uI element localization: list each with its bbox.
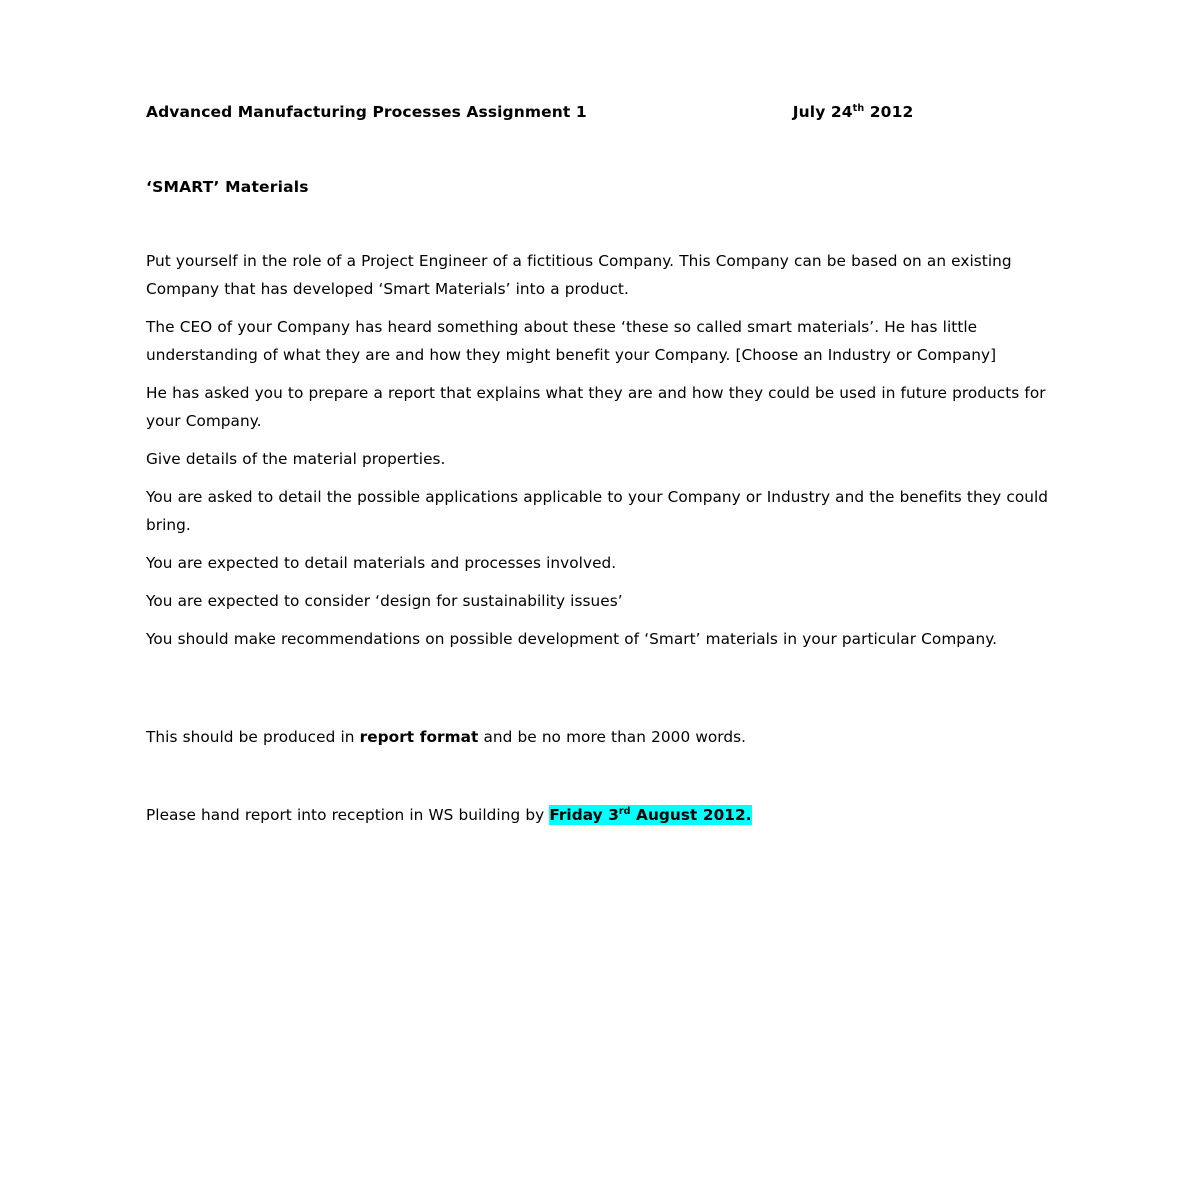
report-format-note-before: This should be produced in — [146, 728, 360, 746]
submission-note — [146, 801, 1058, 829]
paragraph: You are expected to detail materials and processes involved. — [146, 554, 617, 572]
deadline-highlight — [549, 805, 751, 825]
vertical-spacer — [146, 761, 1058, 801]
deadline-suffix: August 2012. — [630, 806, 752, 824]
report-format-emphasis: report format — [359, 728, 479, 746]
section-heading: ‘SMART’ Materials — [146, 178, 309, 196]
report-format-note-after: and be no more than 2000 words. — [478, 728, 747, 746]
paragraph: You are asked to detail the possible applications applicable to your Company or Industry and the benefits they could bring. — [146, 488, 1049, 534]
paragraph: Give details of the material properties. — [146, 450, 446, 468]
report-format-note — [146, 723, 1058, 751]
assignment-date-ordinal: th — [852, 102, 865, 114]
paragraph: You should make recommendations on possible development of ‘Smart’ materials in your particular Company. — [146, 630, 998, 648]
assignment-date-suffix: 2012 — [864, 103, 914, 121]
paragraph-list — [146, 201, 1058, 653]
assignment-title: Advanced Manufacturing Processes Assignment 1 — [146, 103, 587, 121]
deadline-prefix: Friday 3 — [549, 806, 619, 824]
assignment-date-prefix: July 24 — [792, 103, 853, 121]
submission-note-before: Please hand report into reception in WS building by — [146, 806, 550, 824]
paragraph: Put yourself in the role of a Project Engineer of a fictitious Company. This Company can be based on an existing Company that has developed ‘Smart Materials’ into a product. — [146, 252, 1012, 298]
paragraph: He has asked you to prepare a report that explains what they are and how they could be used in future products for your Company. — [146, 384, 1046, 430]
document-body — [146, 98, 1058, 829]
assignment-date — [793, 98, 914, 126]
paragraph: The CEO of your Company has heard something about these ‘these so called smart materials’. He has little understanding of what they are and how they might benefit your Company. [Choose an Industry or Company] — [146, 318, 997, 364]
document-header — [146, 98, 1058, 126]
paragraph: You are expected to consider ‘design for sustainability issues’ — [146, 592, 623, 610]
vertical-spacer — [146, 653, 1058, 723]
deadline-ordinal: rd — [618, 805, 631, 817]
